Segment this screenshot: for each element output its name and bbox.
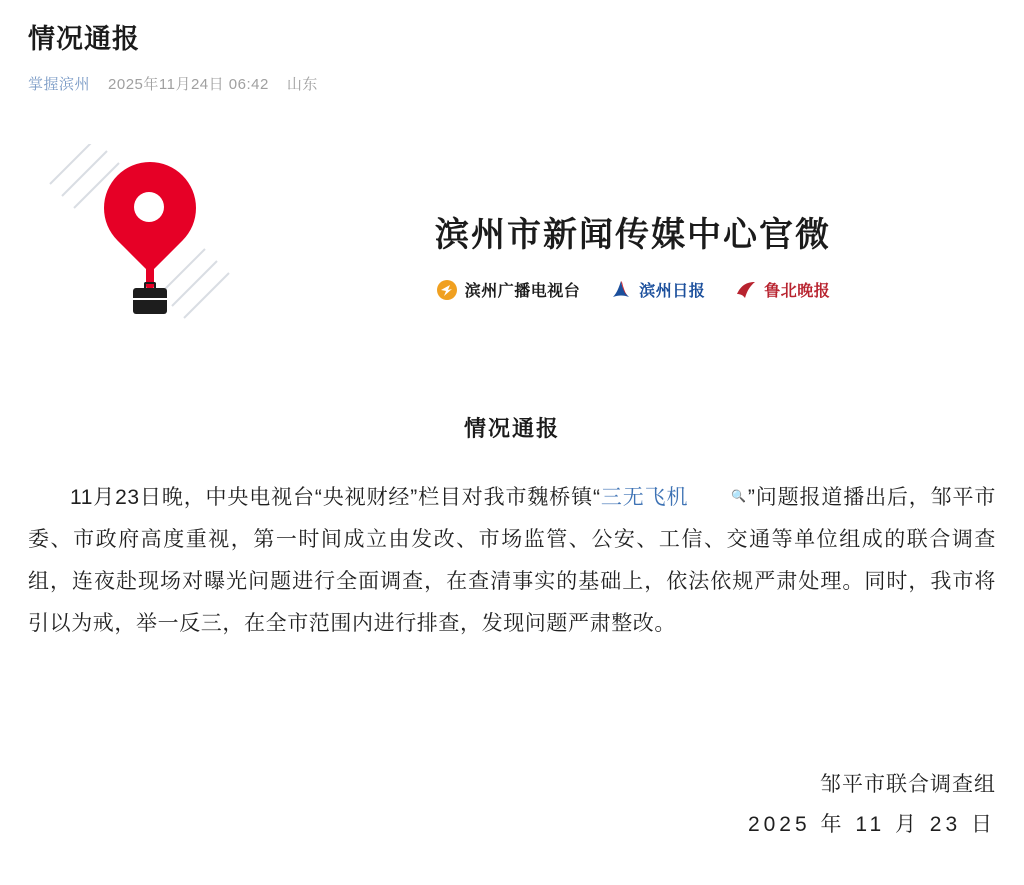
search-icon[interactable]: 🔍 [731,489,747,504]
banner-headline: 滨州市新闻传媒中心官微 [435,217,831,255]
paragraph-part-2: ”问题报道播出后，邹平市委、市政府高度重视，第一时间成立由发改、市场监管、公安、工信、交通等单位组成的联合调查组，连夜赴现场对曝光问题进行全面调查，在查清事实的基础上，依法依规严肃处理。同时，我市将引以为戒，举一反三，在全市范围内进行排查，发现问题严肃整改。 [28,486,996,636]
location-pin-icon [96,162,216,332]
broadcast-tv-icon [436,279,458,301]
newspaper-icon [610,279,632,301]
article-header [0,0,1024,94]
banner-image [0,134,1024,374]
keyword-link[interactable]: 三无飞机 [600,486,689,510]
meta-region: 山东 [286,76,318,94]
logo-broadcast-tv-label: 滨州广播电视台 [464,283,581,301]
evening-news-icon [735,279,757,301]
logo-broadcast-tv [436,278,581,301]
document-paragraph [28,477,996,645]
signature-org: 邹平市联合调查组 [820,773,996,797]
logo-evening-news-label: 鲁北晚报 [764,283,831,301]
logo-newspaper-label: 滨州日报 [639,283,706,301]
logo-newspaper [610,278,705,301]
signature-date: 2025 年 11 月 23 日 [747,812,996,836]
banner-right [300,207,1024,301]
document-body [0,477,1024,645]
meta-source[interactable]: 掌握滨州 [28,76,91,94]
logo-row [300,278,966,301]
document-title: 情况通报 [463,416,560,442]
logo-evening-news [735,278,830,301]
page-title: 情况通报 [28,24,140,54]
paragraph-part-1: 11月23日晚，中央电视台“央视财经”栏目对我市魏桥镇“ [70,486,601,510]
article-meta [28,73,996,94]
meta-timestamp: 2025年11月24日 06:42 [108,76,269,94]
document-signature [0,765,1024,885]
banner-left [0,134,300,374]
